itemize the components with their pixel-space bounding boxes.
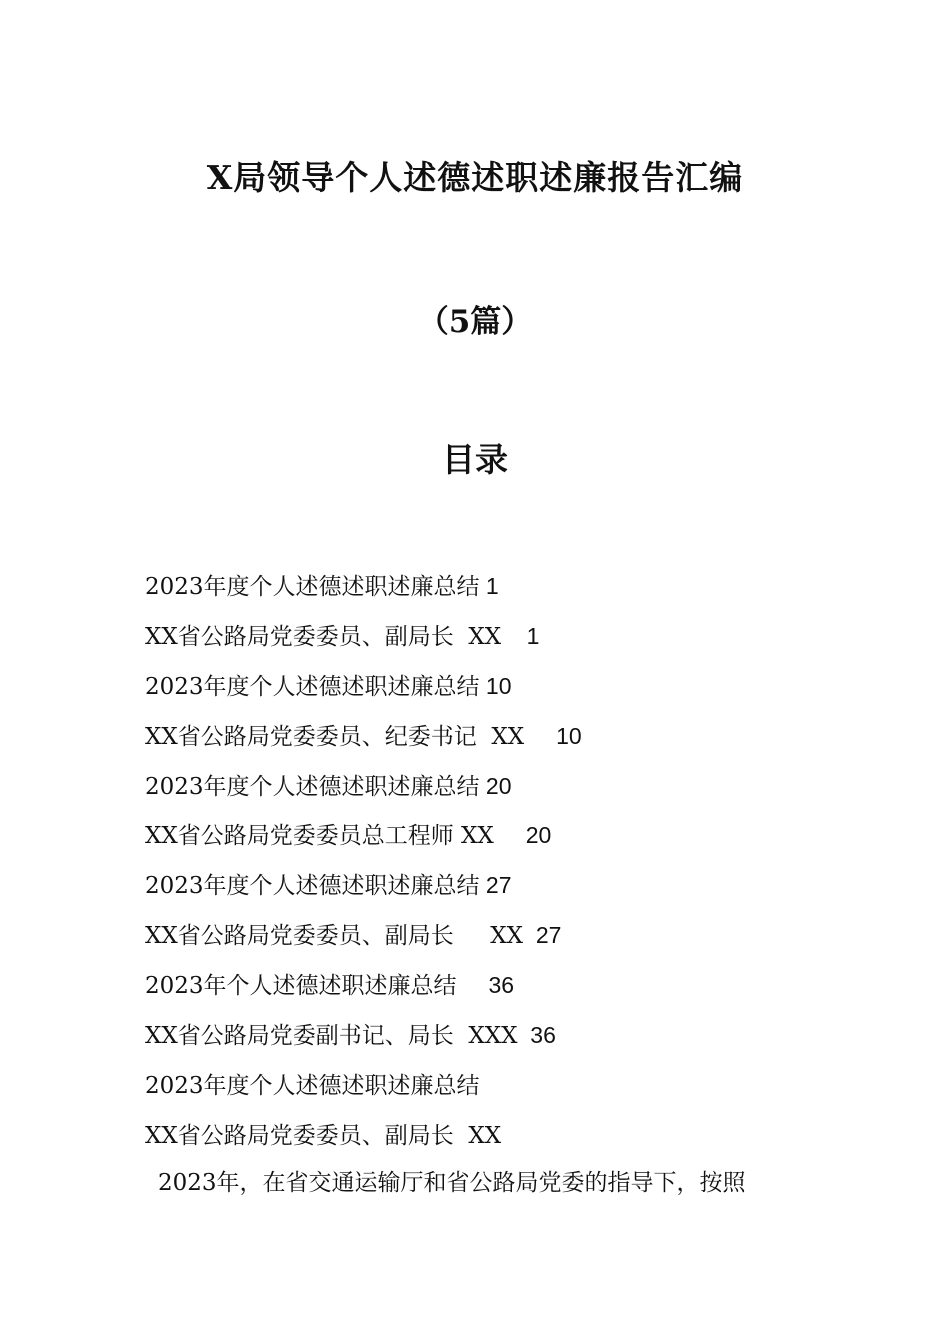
toc-entry[interactable]: [145, 666, 825, 716]
body-paragraph: 2023年，在省交通运输厅和省公路局党委的指导下，按照: [158, 1170, 746, 1196]
toc-entry[interactable]: [145, 566, 825, 616]
toc-entry-page: 36: [456, 972, 515, 999]
toc-entry-text: XX省公路局党委委员、纪委书记 XX: [145, 723, 525, 750]
toc-entry[interactable]: [145, 965, 825, 1015]
toc-entry-page: 20: [479, 772, 512, 799]
toc-entry-page: 36: [517, 1022, 556, 1049]
toc-entry-page: 1: [479, 573, 499, 599]
toc-entry-text: 2023年度个人述德述职述廉总结: [145, 773, 480, 800]
toc-entry-text: 2023年度个人述德述职述廉总结: [145, 574, 480, 600]
toc-entry[interactable]: [145, 766, 825, 816]
toc-entry-text: 2023年度个人述德述职述廉总结: [145, 873, 480, 900]
toc-entry[interactable]: [145, 616, 825, 666]
toc-entry[interactable]: [145, 915, 825, 965]
toc-entry[interactable]: [145, 1015, 825, 1065]
toc-entry[interactable]: [145, 1065, 825, 1115]
toc-entry-page: 20: [493, 822, 552, 849]
toc-entry-text: XX省公路局党委副书记、局长 XXX: [145, 1023, 518, 1050]
toc-entry-page: 10: [479, 672, 512, 699]
toc-entry-page: 27: [523, 922, 562, 949]
table-of-contents: [145, 566, 825, 1165]
toc-entry-page: 27: [479, 872, 512, 899]
toc-entry[interactable]: [145, 815, 825, 865]
toc-entry-page: 1: [501, 622, 540, 649]
toc-entry-text: XX省公路局党委委员总工程师 XX: [145, 823, 494, 850]
toc-entry[interactable]: [145, 865, 825, 915]
toc-entry-text: 2023年个人述德述职述廉总结: [145, 973, 457, 1000]
toc-entry-text: XX省公路局党委委员、副局长 XX: [145, 623, 502, 650]
document-subtitle: （5篇）: [417, 304, 533, 340]
toc-heading: 目录: [442, 440, 508, 479]
toc-entry-page: 10: [524, 722, 582, 749]
document-title: X局领导个人述德述职述廉报告汇编: [206, 158, 744, 197]
toc-entry-text: 2023年度个人述德述职述廉总结: [145, 1072, 480, 1099]
toc-entry-text: XX省公路局党委委员、副局长 XX: [145, 923, 524, 950]
toc-entry[interactable]: [145, 716, 825, 766]
toc-entry[interactable]: [145, 1115, 825, 1165]
toc-entry-text: 2023年度个人述德述职述廉总结: [145, 673, 480, 700]
toc-entry-text: XX省公路局党委委员、副局长 XX: [145, 1122, 502, 1149]
